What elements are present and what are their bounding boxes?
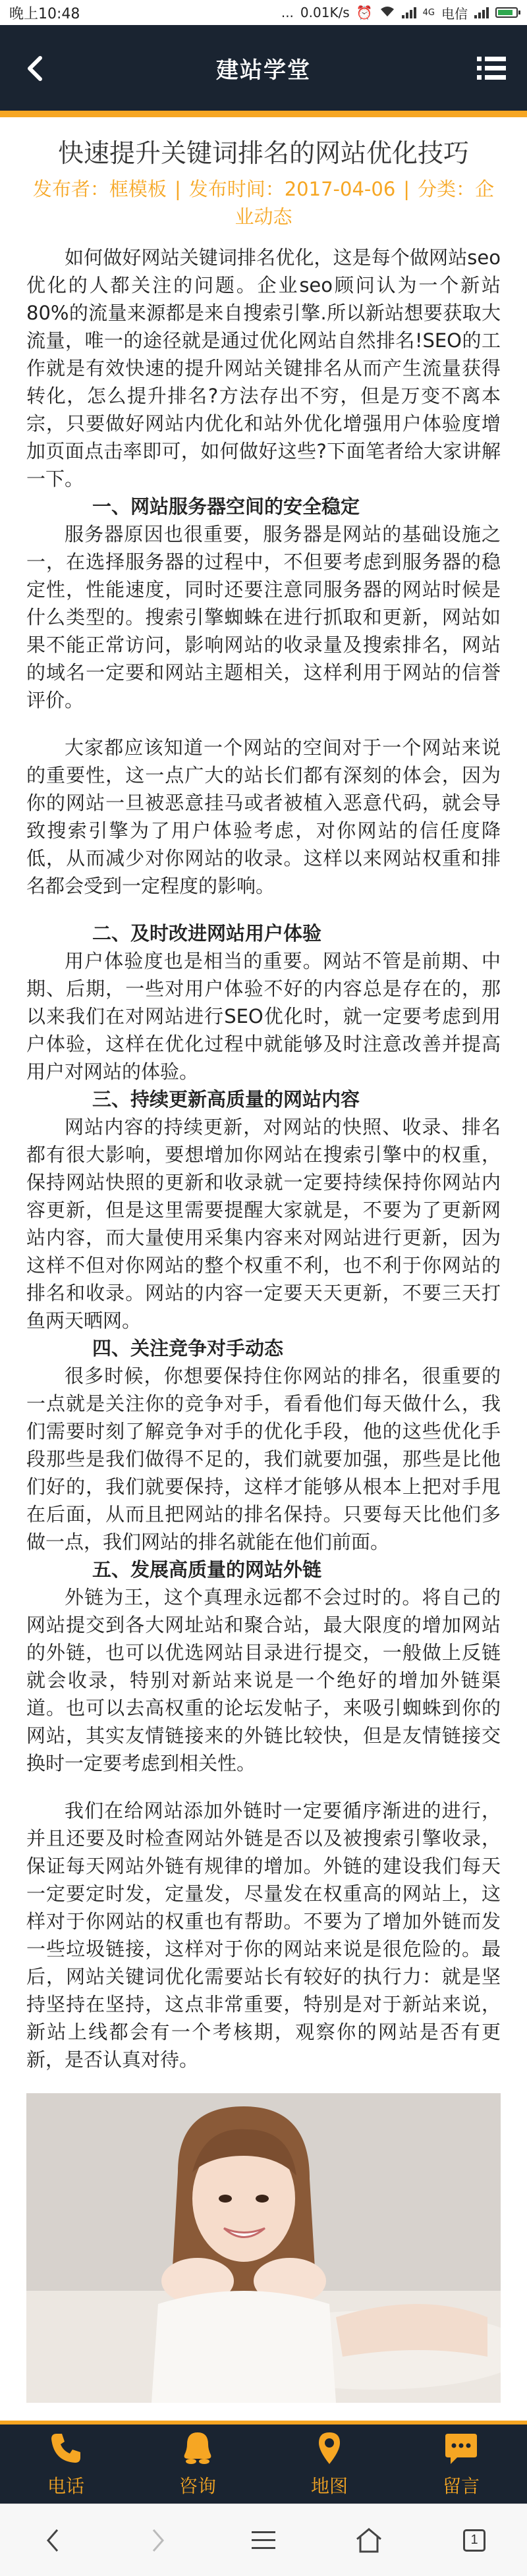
author-label: 发布者： [32,178,109,200]
chat-penguin-icon [179,2430,216,2467]
meta-separator: | [174,178,181,200]
category-name[interactable]: 企业动态 [235,178,495,228]
cell-signal-icon [402,7,416,18]
section-heading: 二、及时改进网站用户体验 [92,922,322,945]
girl-portrait-image [26,2093,501,2403]
chevron-right-icon [148,2527,168,2554]
section-heading: 三、持续更新高质量的网站内容 [92,1088,360,1110]
bottom-nav [0,2421,527,2504]
nav-item-consult[interactable] [132,2425,264,2504]
article-body [26,244,501,2073]
paragraph: 用户体验度也是相当的重要。网站不管是前期、中期、后期，一些对用户体验不好的内容总是存在的，那以来我们在对网站进行SEO优化时，就一定要考虑到用户体验，这样在优化过程中就能够及时注意改善并提高用户对网站的体验。 [26,950,501,1083]
article-title: 快速提升关键词排名的网站优化技巧 [57,139,469,169]
section-heading: 四、关注竞争对手动态 [92,1337,284,1359]
publish-date: 2017-04-06 [284,178,396,200]
category-label: 分类： [418,178,476,200]
nav-item-message[interactable] [395,2425,527,2504]
message-icon [443,2430,480,2467]
nav-label: 电话 [47,2475,84,2497]
tab-count: 1 [463,2529,485,2552]
paragraph: 我们在给网站添加外链时一定要循序渐进的进行，并且还要及时检查网站外链是否以及被搜索引擎收录，保证每天网站外链有规律的增加。外链的建设我们每天一定要定时发，定量发，尽量发在权重高的网站上，这样对于你网站的权重也有帮助。不要为了增加外链而发一些垃圾链接，这样对于你的网站来说是很危险的。最后，网站关键词优化需要站长有较好的执行力：就是坚持坚持在坚持，这点非常重要，特别是对于新站来说，新站上线都会有一个考核期，观察你的网站是否有更新，是否认真对待。 [26,1799,501,2071]
status-bar [0,0,527,25]
phone-icon [47,2430,84,2467]
home-icon [354,2527,383,2554]
status-dots: ... [281,5,294,20]
app-header [0,25,527,117]
battery-icon [495,7,518,18]
browser-menu-button[interactable] [240,2517,287,2563]
nav-label: 留言 [442,2475,480,2497]
paragraph: 网站内容的持续更新，对网站的快照、收录、排名都有很大影响，要想增加你网站在搜索引擎中的权重，保持网站快照的更新和收录就一定要持续保持你网站内容更新，但是这里需要提醒大家就是，不要为了更新网站内容，而大量使用采集内容来对网站进行更新，因为这样不但对你网站的整个权重不利，也不利于你网站的排名和收录。网站的内容一定要天天更新，不要三天打鱼两天晒网。 [26,1116,501,1332]
author-name[interactable]: 框模板 [109,178,167,200]
article [26,137,501,2403]
paragraph: 如何做好网站关键词排名优化，这是每个做网站seo优化的人都关注的问题。企业seo顾问认为一个新站80%的流量来源都是来自搜索引擎.所以新站想要获取大流量，唯一的途径就是通过优化网站自然排名!SEO的工作就是有效快速的提升网站关键排名从而产生流量获得转化，怎么提升排名?方法存出不穷，但是万变不离本宗，只要做好网站内优化和站外优化增强用户体验度增加页面点击率即可，如何做好这些?下面笔者给大家讲解一下。 [26,246,501,490]
list-menu-icon [472,50,511,87]
browser-toolbar [0,2504,527,2576]
article-photo [26,2093,501,2403]
section-heading: 五、发展高质量的网站外链 [92,1558,322,1581]
network-speed: 0.01K/s [300,5,350,20]
browser-home-button[interactable] [346,2517,392,2563]
article-meta [26,175,501,231]
hamburger-icon [250,2529,277,2552]
header-title: 建站学堂 [216,57,311,84]
back-button[interactable] [16,50,53,87]
browser-back-button[interactable] [30,2517,76,2563]
nav-label: 咨询 [179,2475,216,2497]
date-label: 发布时间： [188,178,285,200]
status-indicators [281,3,518,22]
chevron-left-icon [43,2527,63,2554]
paragraph: 很多时候，你想要保持住你网站的排名，很重要的一点就是关注你的竞争对手，看看他们每天做什么，我们需要时刻了解竞争对手的优化手段，他的这些优化手段那些是我们做得不足的，我们就要加强，那些是比他们好的，我们就要保持，这样才能够从根本上把对手甩在后面，从而且把网站的排名保持。只要每天比他们多做一点，我们网站的排名就能在他们前面。 [26,1365,501,1553]
net-type: 4G [422,7,435,18]
nav-label: 地图 [310,2475,348,2497]
nav-item-map[interactable] [264,2425,395,2504]
paragraph: 服务器原因也很重要，服务器是网站的基础设施之一，在选择服务器的过程中，不但要考虑到服务器的稳定性，性能速度，同时还要注意同服务器的网站时候是什么类型的。搜索引擎蜘蛛在进行抓取和更新，网站如果不能正常访问，影响网站的收录量及搜索排名，网站的域名一定要和网站主题相关，这样利用于网站的信誉评价。 [26,523,501,711]
paragraph: 外链为王，这个真理永远都不会过时的。将自己的网站提交到各大网址站和聚合站，最大限度的增加网站的外链，也可以优选网站目录进行提交，一般做上反链就会收录，特别对新站来说是一个绝好的增加外链渠道。也可以去高权重的论坛发帖子，来吸引蜘蛛到你的网站，其实友情链接来的外链比较快，但是友情链接交换时一定要考虑到相关性。 [26,1586,501,1774]
back-arrow-icon [24,55,44,82]
wifi-icon [379,5,395,20]
alarm-icon: ⏰ [356,5,373,20]
paragraph: 大家都应该知道一个网站的空间对于一个网站来说的重要性，这一点广大的站长们都有深刻的体会，因为你的网站一旦被恶意挂马或者被植入恶意代码，就会导致搜索引擎为了用户体验考虑，对你网站的信任度降低，从而减少对你网站的收录。这样以来网站权重和排名都会受到一定程度的影响。 [26,736,501,897]
section-heading: 一、网站服务器空间的安全稳定 [92,495,360,518]
meta-separator: | [403,178,410,200]
map-pin-icon [311,2430,348,2467]
cell-signal-icon-2 [474,7,489,18]
browser-tabs-button[interactable] [451,2517,497,2563]
browser-forward-button[interactable] [135,2517,181,2563]
nav-item-phone[interactable] [0,2425,132,2504]
menu-button[interactable] [472,50,511,87]
status-time: 晚上10:48 [9,5,80,22]
carrier-name: 电信 [441,5,468,22]
